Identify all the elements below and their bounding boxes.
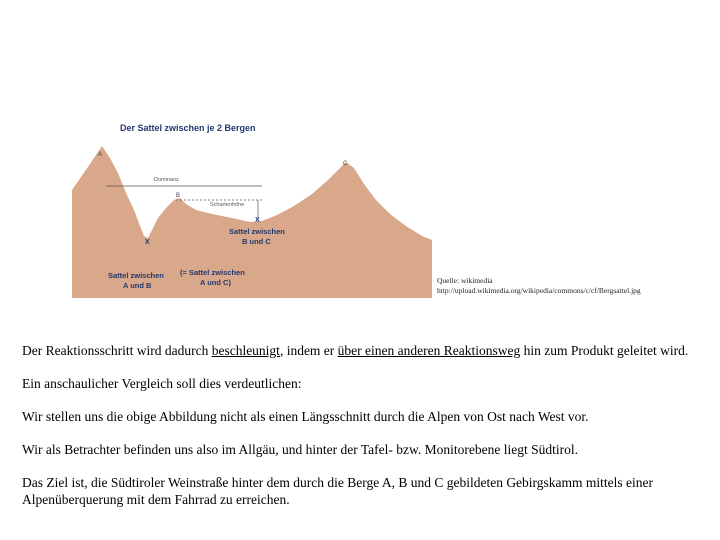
- saddle-bc-marker: X: [255, 217, 260, 224]
- paragraph-3: Wir stellen uns die obige Abbildung nicht als einen Längsschnitt durch die Alpen von Ost nach West vor.: [22, 409, 589, 424]
- image-source: [437, 276, 677, 296]
- p1-underlined-beschleunigt: beschleunigt: [211, 343, 280, 358]
- saddle-ab-line1: Sattel zwischen: [108, 271, 164, 280]
- p1-underlined-reaktionsweg: über einen anderen Reaktionsweg: [337, 343, 521, 358]
- saddle-bc-line2: B und C: [242, 237, 271, 246]
- saddle-ab-line2: A und B: [123, 281, 152, 290]
- p1-part-e: hin zum Produkt geleitet wird.: [520, 343, 689, 358]
- saddle-bc-line1: Sattel zwischen: [229, 227, 285, 236]
- paragraph-5: Das Ziel ist, die Südtiroler Weinstraße hinter dem durch die Berge A, B und C gebildeten Gebirgskamm mittels einer Alpenüberquerung mit dem Fahrrad zu erreichen.: [22, 475, 654, 507]
- figure-title: Der Sattel zwischen je 2 Bergen: [120, 123, 256, 133]
- paragraph-2: Ein anschaulicher Vergleich soll dies verdeutlichen:: [22, 376, 302, 391]
- peak-a-label: A: [98, 152, 103, 158]
- peak-c-label: C: [343, 161, 348, 167]
- peak-b-label: B: [176, 193, 181, 199]
- p1-part-a: Der Reaktionsschritt wird dadurch: [22, 343, 212, 358]
- source-url[interactable]: http://upload.wikimedia.org/wikipedia/commons/c/cf/Bergsattel.jpg: [437, 286, 641, 295]
- source-label: Quelle: wikimedia: [437, 276, 493, 285]
- schartenhoehe-label: Schartenhöhe: [210, 202, 245, 208]
- dominanz-label: Dominanz: [154, 177, 179, 183]
- saddle-ac-line2: A und C): [200, 278, 231, 287]
- mountain-saddle-figure: [72, 118, 432, 298]
- saddle-ac-line1: (= Sattel zwischen: [180, 268, 245, 277]
- body-text: [22, 342, 702, 524]
- mountain-diagram: [72, 118, 432, 298]
- p1-part-c: , indem er: [279, 343, 338, 358]
- paragraph-4: Wir als Betrachter befinden uns also im Allgäu, und hinter der Tafel- bzw. Monitorebene liegt Südtirol.: [22, 442, 578, 457]
- paragraph-1: [22, 342, 702, 359]
- saddle-ab-marker: X: [145, 239, 150, 246]
